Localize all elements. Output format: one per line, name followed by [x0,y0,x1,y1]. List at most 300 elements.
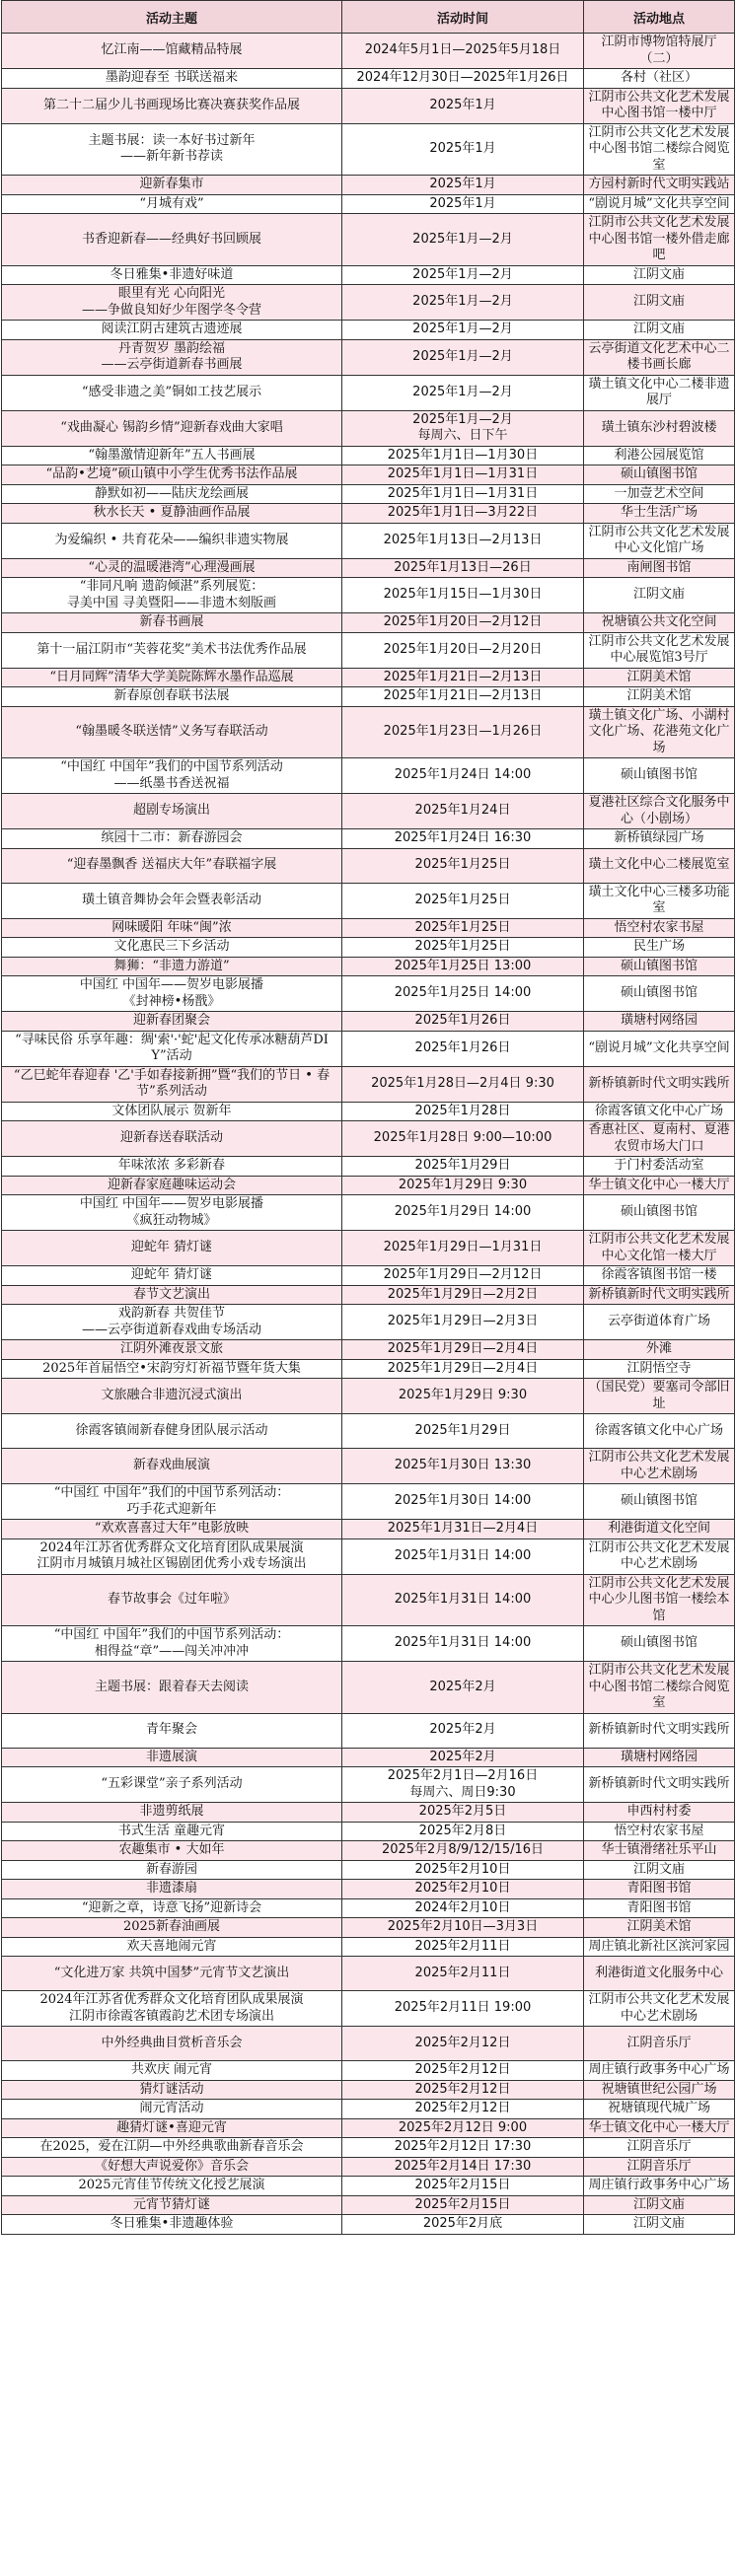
activity-theme-cell [2,1713,342,1748]
activity-location-cell [584,1841,735,1861]
activity-time-cell-text: 2025年1月—2月 [412,294,513,310]
activity-location-cell-text: 南闸图书馆 [626,559,692,575]
activity-time-cell-text: 2025年2月10日 [414,1881,511,1896]
activity-theme-cell-text: 文化惠民三下乡活动 [113,939,230,954]
table-row [2,2080,735,2100]
table-row [2,375,735,410]
activity-time-cell-text: 2025年1月 [429,141,496,156]
activity-theme-cell [2,1449,342,1484]
activity-time-cell [342,523,584,558]
activity-theme-cell [2,2138,342,2158]
activity-theme-cell [2,558,342,578]
activity-theme-cell-text: 春节故事会《过年啦》 [107,1592,236,1607]
activity-location-cell [584,2061,735,2081]
activity-time-cell [342,1748,584,1767]
activity-time-cell [342,1231,584,1266]
activity-time-cell-text: 2025年1月 [429,97,496,112]
activity-time-cell-text: 2025年1月31日—2月4日 [387,1521,539,1536]
activity-time-cell [342,1414,584,1449]
activity-time-cell [342,375,584,410]
activity-time-cell [342,1195,584,1231]
activity-location-cell-text: 周庄镇北新社区滨河家园 [588,1938,730,1954]
activity-theme-cell [2,523,342,558]
activity-time-cell [342,1822,584,1841]
table-row [2,1880,735,1899]
activity-time-cell-text: 2025年1月13日—2月13日 [383,532,543,547]
activity-time-cell [342,1880,584,1899]
activity-location-cell-text: 硕山镇图书馆 [620,767,698,783]
table-row [2,1012,735,1032]
activity-theme-cell [2,1918,342,1938]
activity-time-cell-text: 2025年1月26日 [414,1013,511,1028]
activity-theme-cell [2,1012,342,1032]
activity-location-cell [584,1231,735,1266]
activity-theme-cell-text: 璜土镇音舞协会年会暨表彰活动 [81,892,261,907]
activity-time-cell [342,1574,584,1626]
activity-theme-cell-text: 春节文艺演出 [132,1286,210,1302]
activity-theme-cell-text: 冬日雅集•非遗好味道 [110,266,234,282]
activity-theme-cell [2,69,342,89]
activity-theme-cell-text: 戏韵新春 共贺佳节 ——云亭街道新春戏曲专场活动 [81,1306,261,1337]
table-row [2,465,735,485]
activity-time-cell [342,668,584,687]
activity-theme-cell [2,194,342,214]
activity-location-cell-text: 江阴市博物馆特展厅（二） [601,35,717,66]
activity-theme-cell-text: 新春原创春联书法展 [113,688,230,703]
activity-location-cell-text: 硕山镇图书馆 [620,958,698,973]
activity-time-cell-text: 2025年1月25日 [414,857,511,873]
activity-location-cell [584,1767,735,1803]
table-row [2,957,735,976]
activity-theme-cell [2,339,342,375]
activity-theme-cell [2,2027,342,2061]
activity-time-cell [342,2138,584,2158]
table-row [2,1449,735,1484]
activity-theme-cell-text: 为爱编织 • 共育花朵——编织非遗实物展 [54,532,289,547]
activity-location-cell [584,829,735,849]
activity-theme-cell-text: “寻味民俗 乐享年趣：绸'索'·'蛇'起文化传承冰糖葫芦DIY”活动 [15,1032,329,1063]
activity-time-cell [342,1803,584,1823]
activity-theme-cell [2,34,342,69]
activity-theme-cell-text: 秋水长天 • 夏静油画作品展 [93,505,251,520]
table-row [2,1121,735,1157]
activity-location-cell-text: 香惠社区、夏南村、夏港农贸市场大门口 [588,1122,730,1154]
activity-theme-cell [2,265,342,285]
activity-location-cell [584,1359,735,1379]
activity-time-cell-text: 2025年1月28日 [414,1103,511,1118]
activity-theme-cell [2,1898,342,1918]
table-row [2,1176,735,1195]
activity-location-cell [584,1822,735,1841]
activity-theme-cell [2,758,342,794]
activity-time-cell [342,285,584,321]
activity-time-cell-text: 2025年1月1日—3月22日 [387,505,539,520]
table-row [2,1520,735,1539]
activity-theme-cell [2,918,342,938]
activity-time-cell-text: 2025年2月10日 [414,1861,511,1877]
activity-theme-cell [2,578,342,613]
activity-location-cell-text: 璜土文化中心二楼展览室 [588,857,730,873]
activity-time-cell [342,265,584,285]
activity-time-cell-text: 2024年2月10日 [414,1899,511,1915]
activity-location-cell-text: 申西村村委 [626,1804,692,1819]
table-row [2,1379,735,1414]
activity-location-cell-text: 江阴文庙 [632,2196,685,2212]
activity-location-cell-text: 江阴文庙 [632,322,685,336]
activity-theme-cell [2,484,342,504]
activity-theme-cell-text: 静默如初——陆庆龙绘画展 [94,485,249,501]
table-row [2,1414,735,1449]
activity-theme-cell-text: 网味暖阳 年味“闽”浓 [111,919,232,935]
activity-theme-cell-text: 书式生活 童趣元宵 [117,1823,226,1838]
activity-location-cell-text: 硕山镇图书馆 [620,1635,698,1651]
table-row [2,1031,735,1066]
activity-theme-cell-text: 迎新春集市 [139,177,204,191]
activity-time-cell-text: 2025年1月20日—2月20日 [383,641,543,657]
activity-theme-cell [2,883,342,918]
table-row [2,2061,735,2081]
activity-location-cell-text: 华士镇文化中心一楼大厅 [588,1177,730,1192]
activity-time-cell [342,176,584,195]
table-row [2,1957,735,1991]
activity-theme-cell [2,938,342,958]
activity-theme-cell-text: 欢天喜地闹元宵 [126,1938,217,1954]
activity-time-cell [342,1121,584,1157]
table-header-row [2,1,735,34]
activity-theme-cell [2,1066,342,1102]
table-row [2,794,735,829]
activity-theme-cell-text: 年味浓浓 多彩新春 [117,1158,226,1173]
activity-location-cell-text: 祝塘镇公共文化空间 [601,614,717,629]
activity-location-cell [584,1520,735,1539]
activity-time-cell [342,123,584,176]
activity-time-cell [342,1713,584,1748]
activity-location-cell-text: 江阴美术馆 [626,688,692,703]
activity-theme-cell-text: “日月同辉”清华大学美院陈辉水墨作品巡展 [49,669,294,684]
activity-theme-cell-text: 2025新春油画展 [122,1919,221,1934]
activity-theme-cell [2,1414,342,1449]
table-row [2,1803,735,1823]
activity-theme-cell-text: 迎新春家庭趣味运动会 [107,1177,236,1192]
activity-location-cell [584,1195,735,1231]
activity-time-cell [342,938,584,958]
table-row [2,1538,735,1574]
activity-time-cell-text: 2025年1月31日 14:00 [394,1547,532,1563]
activity-time-cell-text: 2025年1月24日 14:00 [394,767,532,783]
activity-time-cell [342,446,584,465]
activity-location-cell-text: 新桥镇新时代文明实践所 [588,1075,730,1091]
activity-time-cell-text: 2025年2月12日 [414,2081,511,2097]
table-row [2,446,735,465]
activity-time-cell-text: 2025年1月29日—2月4日 [387,1360,539,1376]
activity-theme-cell-text: 缤园十二市：新春游园会 [101,830,243,845]
activity-location-cell [584,1626,735,1662]
table-row [2,1767,735,1803]
activity-location-cell-text: 璜土镇文化中心二楼非遗展厅 [588,376,730,407]
activity-time-cell-text: 2025年1月26日 [414,1039,511,1055]
table-row [2,1266,735,1286]
activity-location-cell [584,2177,735,2196]
activity-theme-cell [2,1841,342,1861]
activity-time-cell [342,758,584,794]
activity-location-cell-text: 硕山镇图书馆 [620,466,698,481]
activity-theme-cell [2,285,342,321]
activity-location-cell-text: 新桥镇新时代文明实践所 [588,1722,730,1738]
activity-time-cell [342,1285,584,1305]
activity-time-cell [342,88,584,123]
activity-location-cell [584,446,735,465]
activity-theme-cell [2,1626,342,1662]
activity-location-cell [584,1066,735,1102]
activity-location-cell-text: 江阴悟空寺 [626,1360,692,1376]
table-row [2,88,735,123]
activity-theme-cell [2,1285,342,1305]
activity-location-cell [584,1121,735,1157]
table-row [2,1748,735,1767]
activity-theme-cell-text: 青年聚会 [145,1722,197,1738]
activity-location-cell-text: 徐霞客镇文化中心广场 [594,1422,723,1438]
table-row [2,1285,735,1305]
table-row [2,321,735,340]
activity-location-cell [584,1266,735,1286]
activity-location-cell [584,176,735,195]
activity-location-cell [584,883,735,918]
activity-location-cell [584,1898,735,1918]
table-row [2,1340,735,1360]
activity-location-cell-text: 硕山镇图书馆 [620,1204,698,1220]
table-row [2,1574,735,1626]
activity-time-cell [342,706,584,758]
activity-theme-cell-text: “中国红 中国年”我们的中国节系列活动： 相得益“章”——闯关冲冲冲 [53,1627,290,1659]
table-row [2,339,735,375]
activity-location-cell-text: 云亭街道体育广场 [607,1314,710,1329]
activity-location-cell [584,632,735,668]
activity-location-cell-text: 民生广场 [632,939,685,954]
activity-location-cell-text: 江阴文庙 [632,2216,685,2231]
activity-theme-cell-text: 新春游园 [145,1861,197,1877]
activity-theme-cell-text: 第十一届江阴市“芙蓉花奖”美术书法优秀作品展 [37,641,307,657]
activity-location-cell-text: 各村（社区） [620,70,698,85]
activity-theme-cell [2,1379,342,1414]
activity-time-cell-text: 2025年1月13日—26日 [394,559,532,575]
table-row [2,214,735,266]
activity-theme-cell [2,1822,342,1841]
activity-theme-cell [2,2118,342,2138]
activity-time-cell [342,1102,584,1121]
activity-time-cell-text: 2025年1月29日—2月12日 [383,1267,543,1282]
activity-time-cell-text: 2025年1月25日 14:00 [394,985,532,1001]
activity-theme-cell [2,1748,342,1767]
activity-location-cell [584,1991,735,2027]
activity-time-cell-text: 2025年2月14日 17:30 [394,2158,532,2174]
activity-time-cell [342,214,584,266]
activity-theme-cell [2,2177,342,2196]
activity-location-cell [584,957,735,976]
table-row [2,1484,735,1520]
table-row [2,1102,735,1121]
activity-time-cell-text: 2025年1月21日—2月13日 [383,669,543,684]
activity-time-cell [342,1031,584,1066]
activity-time-cell-text: 2025年1月23日—1月26日 [383,724,543,739]
activity-location-cell-text: “剧说月城”文化共享空间 [588,1039,730,1055]
activity-location-cell-text: 江阴市公共文化艺术发展中心少儿图书馆一楼绘本馆 [588,1575,730,1623]
activity-location-cell-text: 璜土文化中心三楼多功能室 [588,884,730,915]
activity-location-cell-text: 硕山镇图书馆 [620,1493,698,1509]
activity-theme-cell-text: 书香迎新春——经典好书回顾展 [81,231,261,247]
activity-theme-cell [2,632,342,668]
activity-time-cell-text: 2025年2月 [429,1749,496,1764]
table-row [2,938,735,958]
activity-theme-cell [2,2157,342,2177]
activity-time-cell [342,2118,584,2138]
activity-time-cell-text: 2025年1月25日 [414,919,511,935]
table-row [2,2195,735,2215]
activity-time-cell [342,2027,584,2061]
activity-location-cell-text: 新桥镇绿园广场 [614,830,704,845]
activity-theme-cell-text: 江阴外滩夜景文旅 [119,1341,223,1356]
activity-location-cell-text: 江阴文庙 [632,587,685,603]
activity-location-cell-text: 江阴市公共文化艺术发展中心展览馆3号厅 [588,633,730,665]
activity-theme-cell [2,1520,342,1539]
activity-theme-cell-text: 超剧专场演出 [132,803,210,819]
activity-time-cell-text: 2025年2月12日 [414,2101,511,2115]
activity-location-cell [584,214,735,266]
activity-time-cell [342,1176,584,1195]
activity-time-cell-text: 2025年1月30日 13:30 [394,1458,532,1473]
activity-time-cell [342,687,584,707]
activity-theme-cell-text: “欢欢喜喜过大年”电影放映 [94,1521,250,1536]
activity-theme-cell [2,1102,342,1121]
activity-time-cell-text: 2025年2月12日 [414,2062,511,2077]
activity-time-cell [342,883,584,918]
activity-location-cell [584,1176,735,1195]
activity-location-cell [584,504,735,524]
activity-location-cell-text: 江阴市公共文化艺术发展中心图书馆二楼综合阅览室 [588,124,730,173]
activity-location-cell [584,88,735,123]
activity-theme-cell-text: 农趣集市 • 大如年 [118,1842,225,1857]
activity-theme-cell [2,1574,342,1626]
table-row [2,1305,735,1340]
activity-theme-cell [2,957,342,976]
activity-theme-cell-text: 舞狮：“非遗力游道” [113,958,230,973]
activity-time-cell [342,1157,584,1177]
table-row [2,1157,735,1177]
table-row [2,123,735,176]
activity-theme-cell-text: 共欢庆 闹元宵 [130,2062,213,2077]
activity-time-cell [342,321,584,340]
activity-theme-cell-text: 主题书展：读一本好书过新年 ——新年新书荐读 [88,132,256,165]
activity-time-cell-text: 2025年1月28日 9:00—10:00 [373,1130,552,1146]
activity-theme-cell [2,848,342,883]
activity-theme-cell-text: “感受非遗之美”铜如工技艺展示 [81,384,262,399]
activity-time-cell-text: 2025年2月 [429,1722,496,1738]
table-row [2,265,735,285]
activity-location-cell-text: 江阴市公共文化艺术发展中心文化馆一楼大厅 [588,1232,730,1263]
activity-time-cell [342,1957,584,1991]
activity-location-cell [584,1937,735,1957]
activity-location-cell [584,1414,735,1449]
activity-theme-cell-text: “月城有戏” [139,195,204,211]
activity-location-cell [584,1379,735,1414]
activity-theme-cell [2,1157,342,1177]
table-row [2,668,735,687]
activity-time-cell [342,1918,584,1938]
activity-theme-cell [2,1340,342,1360]
activity-time-cell-text: 2025年1月 [429,195,496,211]
table-row [2,484,735,504]
activity-location-cell [584,34,735,69]
activity-theme-cell-text: 新春戏曲展演 [132,1458,210,1473]
activity-time-cell [342,578,584,613]
table-row [2,1822,735,1841]
activity-location-cell-text: 夏港社区综合文化服务中心（小剧场） [588,795,730,826]
activity-time-cell-text: 2024年5月1日—2025年5月18日 [364,42,561,58]
activity-location-cell [584,375,735,410]
activity-location-cell-text: 璜土镇文化广场、小湖村文化广场、花港苑文化广场 [588,707,730,755]
activity-location-cell [584,1880,735,1899]
activity-time-cell [342,484,584,504]
table-row [2,69,735,89]
activity-location-cell [584,918,735,938]
activity-theme-cell [2,1031,342,1066]
activity-theme-cell [2,1231,342,1266]
activity-theme-cell-text: “翰墨激情迎新年”五人书画展 [88,447,256,463]
activity-location-cell [584,2027,735,2061]
activity-theme-cell [2,1767,342,1803]
activity-theme-cell-text: 中国红 中国年——贺岁电影展播 《疯狂动物城》 [79,1196,264,1228]
activity-time-cell-text: 2025年1月29日 14:00 [394,1204,532,1220]
activity-theme-cell [2,410,342,446]
table-row [2,2215,735,2235]
activity-location-cell-text: 利港街道文化服务中心 [594,1965,723,1980]
activity-location-cell [584,848,735,883]
activity-theme-cell [2,1662,342,1714]
activity-time-cell-text: 2025年1月—2月 [412,322,513,336]
activity-time-cell-text: 2025年1月1日—1月31日 [387,466,539,481]
table-row [2,410,735,446]
activity-time-cell-text: 2024年12月30日—2025年1月26日 [356,70,569,85]
activity-time-cell-text: 2025年2月8/9/12/15/16日 [381,1842,545,1857]
activity-time-cell [342,848,584,883]
activity-theme-cell-text: 迎蛇年 猜灯谜 [130,1240,213,1255]
activity-location-cell [584,938,735,958]
activity-time-cell-text: 2025年2月 [429,1679,496,1694]
activity-time-cell [342,410,584,446]
activity-location-cell-text: 江阴市公共文化艺术发展中心艺术剧场 [588,1992,730,2024]
activity-location-cell-text: 利港公园展览馆 [614,447,704,463]
table-row [2,1918,735,1938]
activity-location-cell [584,1574,735,1626]
activity-location-cell [584,758,735,794]
activity-time-cell [342,2177,584,2196]
activity-theme-cell-text: 眼里有光 心向阳光 ——争做良知好少年图学冬令营 [81,286,261,318]
activity-theme-cell-text: “迎新之章，诗意飞扬”迎新诗会 [81,1899,262,1915]
activity-theme-cell-text: 2025元宵佳节传统文化授艺展演 [78,2178,265,2192]
events-table [1,0,735,2235]
activity-time-cell [342,794,584,829]
activity-location-cell [584,1803,735,1823]
activity-time-cell-text: 2025年2月12日 [414,2035,511,2050]
activity-time-cell [342,613,584,633]
activity-location-cell-text: 祝塘镇现代城广场 [607,2101,710,2115]
activity-time-cell-text: 2025年1月31日 14:00 [394,1592,532,1607]
activity-time-cell [342,2157,584,2177]
activity-location-cell [584,1031,735,1066]
activity-time-cell [342,1449,584,1484]
activity-theme-cell-text: 文体团队展示 贺新年 [111,1103,232,1118]
activity-location-cell-text: 周庄镇行政事务中心广场 [588,2062,730,2077]
activity-location-cell [584,1340,735,1360]
